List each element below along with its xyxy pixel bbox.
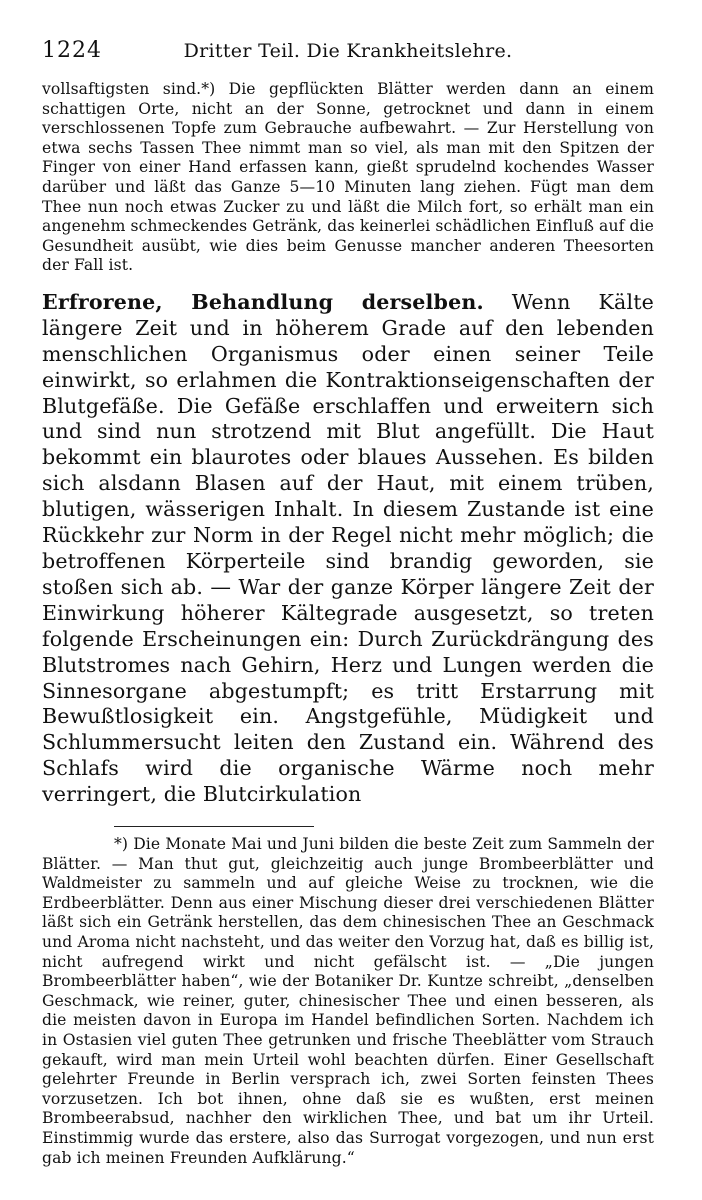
footnote-separator: [114, 826, 314, 827]
footnote: *) Die Monate Mai und Juni bilden die beste Zeit zum Sammeln der Blätter. — Man thut gut, gleichzeitig auch junge Brombeerblätter und Waldmeister zu sammeln und auf gleiche Weise zu trocknen, wie die Erdbeerblätter. Denn aus einer Mischung dieser drei verschiedenen Blätter läßt sich ein Getränk herstellen, das dem chinesischen Thee an Geschmack und Aroma nicht nachsteht, und das weiter den Vorzug hat, daß es billig ist, nicht aufregend wirkt und nicht gefälscht ist. — „Die jungen Brombeerblätter haben“, wie der Botaniker Dr. Kuntze schreibt, „denselben Geschmack, wie reiner, guter, chinesischer Thee und einen besseren, als die meisten davon in Europa im Handel befindlichen Sorten. Nachdem ich in Ostasien viel guten Thee getrunken und frische Theeblätter vom Strauch gekauft, wird man mein Urteil wohl beachten dürfen. Einer Gesellschaft gelehrter Freunde in Berlin versprach ich, zwei Sorten feinsten Thees vorzusetzen. Ich bot ihnen, ohne daß sie es wußten, erst meinen Brombeerabsud, nachher den wirklichen Thee, und bat um ihr Urteil. Einstimmig wurde das erstere, also das Surrogat vorgezogen, und nun erst gab ich meinen Freunden Aufklärung.“: [42, 835, 654, 1167]
section-heading: Erfrorene, Behandlung derselben.: [42, 289, 484, 314]
running-head: Dritter Teil. Die Krankheitslehre.: [183, 40, 513, 62]
continuation-paragraph: vollsaftigsten sind.*) Die gepflückten Blätter werden dann an einem schattigen Orte, nicht an der Sonne, getrocknet und dann in einem verschlossenen Topfe zum Gebrauche aufbewahrt. — Zur Herstellung von etwa sechs Tassen Thee nimmt man so viel, als man mit den Spitzen der Finger von einer Hand erfassen kann, gießt sprudelnd kochendes Wasser darüber und läßt das Ganze 5—10 Minuten lang ziehen. Fügt man dem Thee nun noch etwas Zucker zu und läßt die Milch fort, so erhält man ein angenehm schmeckendes Getränk, das keinerlei schädlichen Einfluß auf die Gesundheit ausübt, wie dies beim Genusse mancher anderen Theesorten der Fall ist.: [42, 80, 655, 275]
page-number: 1224: [42, 38, 102, 63]
page-header: [42, 38, 654, 72]
section-paragraph: [42, 290, 654, 808]
section-body-text: Wenn Kälte längere Zeit und in höherem Grade auf den lebenden menschlichen Organismus oder einen seiner Teile einwirkt, so erlahmen die Kontraktionseigenschaften der Blutgefäße. Die Gefäße erschlaffen und erweitern sich und sind nun strotzend mit Blut angefüllt. Die Haut bekommt ein blaurotes oder blaues Aussehen. Es bilden sich alsdann Blasen auf der Haut, mit einem trüben, blutigen, wässerigen Inhalt. In diesem Zustande ist eine Rückkehr zur Norm in der Regel nicht mehr möglich; die betroffenen Körperteile sind brandig geworden, sie stoßen sich ab. — War der ganze Körper längere Zeit der Einwirkung höherer Kältegrade ausgesetzt, so treten folgende Erscheinungen ein: Durch Zurückdrängung des Blutstromes nach Gehirn, Herz und Lungen werden die Sinnesorgane abgestumpft; es tritt Erstarrung mit Bewußtlosigkeit ein. Angstgefühle, Müdigkeit und Schlummersucht leiten den Zustand ein. Während des Schlafs wird die organische Wärme noch mehr verringert, die Blutcirkulation: [42, 289, 654, 807]
